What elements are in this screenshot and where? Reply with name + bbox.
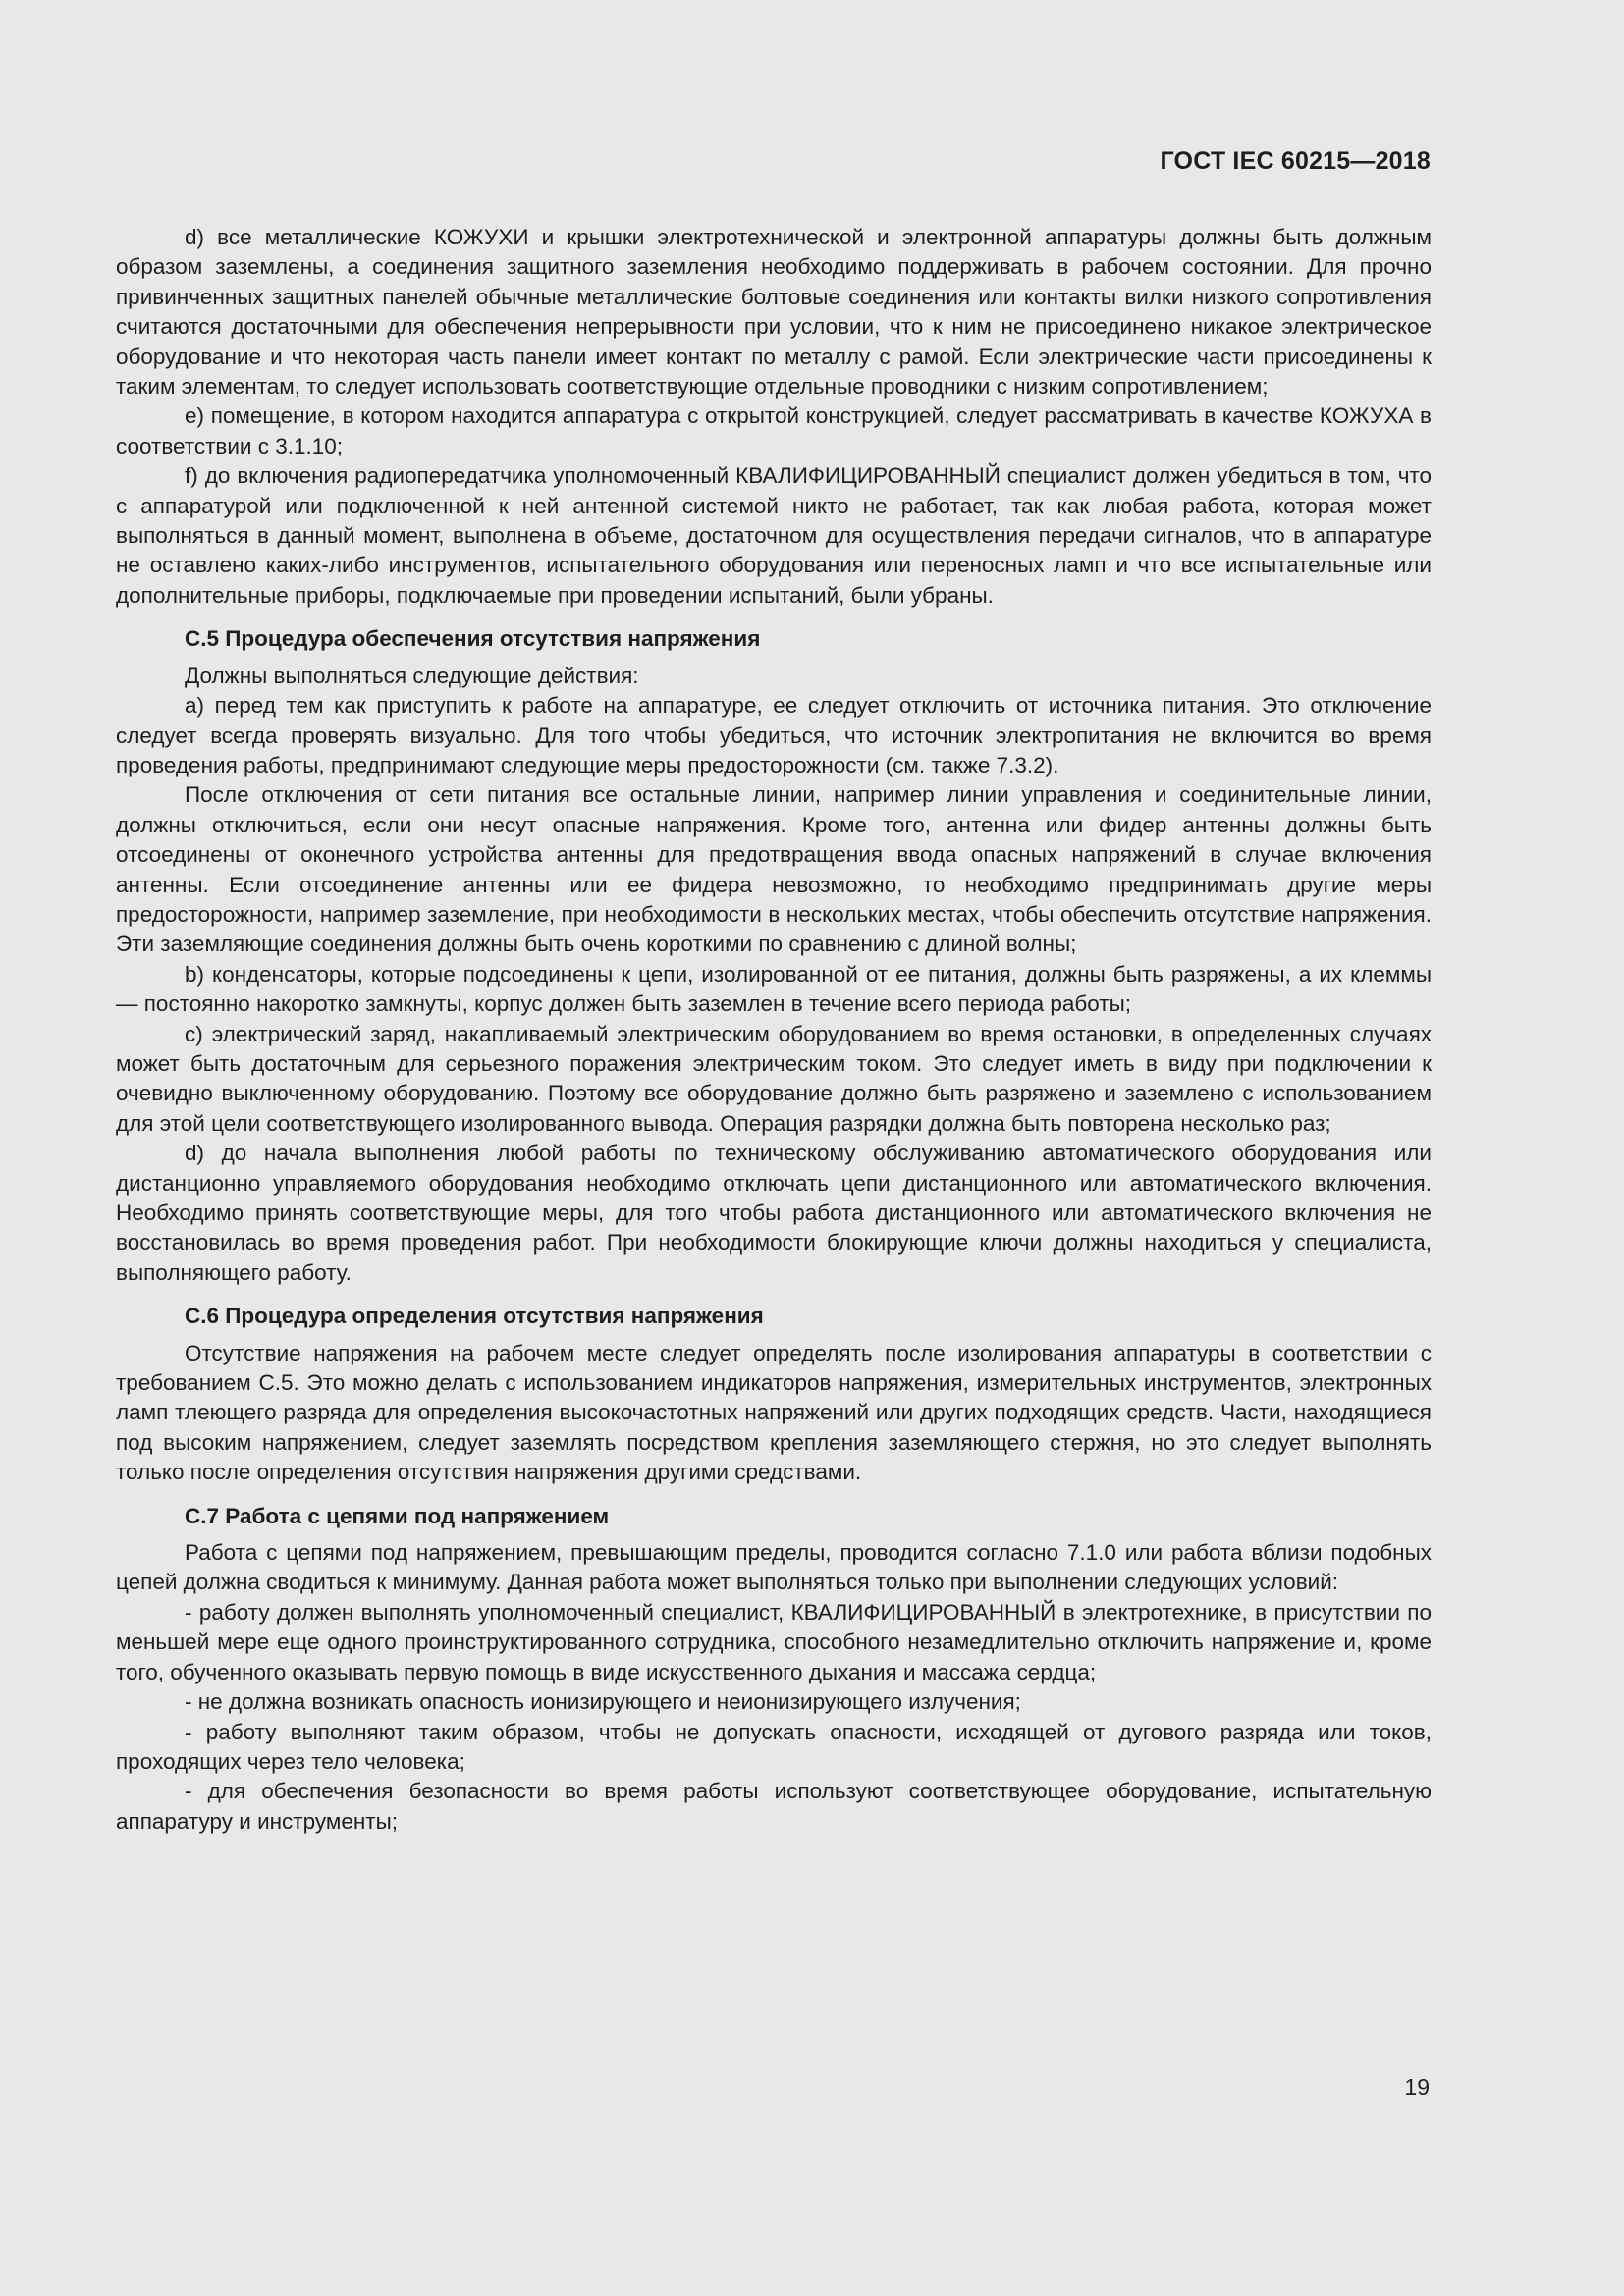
- paragraph-e-room: e) помещение, в котором находится аппаратура с открытой конструкцией, следует рассматривать в качестве КОЖУХА в соответствии с 3.1.10;: [116, 403, 1432, 458]
- paragraph-c5-c: с) электрический заряд, накапливаемый электрическим оборудованием во время остановки, в определенных случаях может быть достаточным для серьезного поражения электрическим током. Это следует иметь в виду при подключении к очевидно выключенному оборудованию. Поэтому все оборудование должно быть разряжено и заземлено с использованием для этой цели соответствующего изолированного вывода. Операция разрядки должна быть повторена несколько раз;: [116, 1021, 1432, 1136]
- paragraph-c5-a: а) перед тем как приступить к работе на аппаратуре, ее следует отключить от источника питания. Это отключение следует всегда проверять визуально. Для того чтобы убедиться, что источник электропитания не включится во время проведения работы, предпринимают следующие меры предосторожности (см. также 7.3.2).: [116, 693, 1432, 777]
- paragraph-c5-b: b) конденсаторы, которые подсоединены к цепи, изолированной от ее питания, должны быть разряжены, а их клеммы — постоянно накоротко замкнуты, корпус должен быть заземлен в течение всего периода работы;: [116, 961, 1432, 1017]
- paragraph-c7-intro: Работа с цепями под напряжением, превышающим пределы, проводится согласно 7.1.0 или работа вблизи подобных цепей должна сводиться к минимуму. Данная работа может выполняться только при выполнении следующих условий:: [116, 1540, 1432, 1595]
- section-heading-c5: С.5 Процедура обеспечения отсутствия напряжения: [185, 626, 761, 652]
- section-heading-c7: С.7 Работа с цепями под напряжением: [185, 1503, 610, 1528]
- paragraph-c5-after-disconnect: После отключения от сети питания все остальные линии, например линии управления и соединительные линии, должны отключиться, если они несут опасные напряжения. Кроме того, антенна или фидер антенны должны быть отсоединены от оконечного устройства антенны для предотвращения ввода опасных напряжений в случае включения антенны. Если отсоединение антенны или ее фидера невозможно, то необходимо предпринимать другие меры предосторожности, например заземление, при необходимости в нескольких местах, чтобы обеспечить отсутствие напряжения. Эти заземляющие соединения должны быть очень короткими по сравнению с длиной волны;: [116, 782, 1432, 957]
- list-item-qualified-specialist: - работу должен выполнять уполномоченный специалист, КВАЛИФИЦИРОВАННЫЙ в электротехнике, в присутствии по меньшей мере еще одного проинструктированного сотрудника, способного незамедлительно отключить напряжение и, кроме того, обученного оказывать первую помощь в виде искусственного дыхания и массажа сердца;: [116, 1599, 1432, 1684]
- list-item-radiation: - не должна возникать опасность ионизирующего и неионизирующего излучения;: [185, 1689, 1021, 1715]
- paragraph-d-housings: d) все металлические КОЖУХИ и крышки электротехнической и электронной аппаратуры должны быть должным образом заземлены, а соединения защитного заземления необходимо поддерживать в рабочем состоянии. Для прочно привинченных защитных панелей обычные металлические болтовые соединения или контакты вилки низкого сопротивления считаются достаточными для обеспечения непрерывности при условии, что к ним не присоединено никакое электрическое оборудование и что некоторая часть панели имеет контакт по металлу с рамой. Если электрические части присоединены к таким элементам, то следует использовать соответствующие отдельные проводники с низким сопротивлением;: [116, 225, 1432, 400]
- page-content: [116, 223, 1432, 1837]
- page-number: 19: [1404, 2074, 1430, 2100]
- standard-code-header: ГОСТ IEC 60215—2018: [1160, 147, 1431, 175]
- section-heading-c6: С.6 Процедура определения отсутствия напряжения: [185, 1304, 764, 1329]
- paragraph-c5-intro: Должны выполняться следующие действия:: [185, 663, 639, 688]
- paragraph-f-transmitter: f) до включения радиопередатчика уполномоченный КВАЛИФИЦИРОВАННЫЙ специалист должен убедиться в том, что с аппаратурой или подключенной к ней антенной системой никто не работает, так как любая работа, которая может выполняться в данный момент, выполнена в объеме, достаточном для осуществления передачи сигналов, что в аппаратуре не оставлено каких-либо инструментов, испытательного оборудования или переносных ламп и что все испытательные или дополнительные приборы, подключаемые при проведении испытаний, были убраны.: [116, 463, 1432, 608]
- list-item-arc-discharge: - работу выполняют таким образом, чтобы не допускать опасности, исходящей от дугового разряда или токов, проходящих через тело человека;: [116, 1719, 1432, 1774]
- list-item-equipment: - для обеспечения безопасности во время работы используют соответствующее оборудование, испытательную аппаратуру и инструменты;: [116, 1779, 1432, 1834]
- paragraph-c6-body: Отсутствие напряжения на рабочем месте следует определять после изолирования аппаратуры в соответствии с требованием С.5. Это можно делать с использованием индикаторов напряжения, измерительных инструментов, электронных ламп тлеющего разряда для определения высокочастотных напряжений или других подходящих средств. Части, находящиеся под высоким напряжением, следует заземлять посредством крепления заземляющего стержня, но это следует выполнять только после определения отсутствия напряжения другими средствами.: [116, 1340, 1432, 1485]
- paragraph-c5-d: d) до начала выполнения любой работы по техническому обслуживанию автоматического оборудования или дистанционно управляемого оборудования необходимо отключать цепи дистанционного или автоматического включения. Необходимо принять соответствующие меры, для того чтобы работа дистанционного или автоматического включения не восстановилась во время проведения работ. При необходимости блокирующие ключи должны находиться у специалиста, выполняющего работу.: [116, 1141, 1432, 1285]
